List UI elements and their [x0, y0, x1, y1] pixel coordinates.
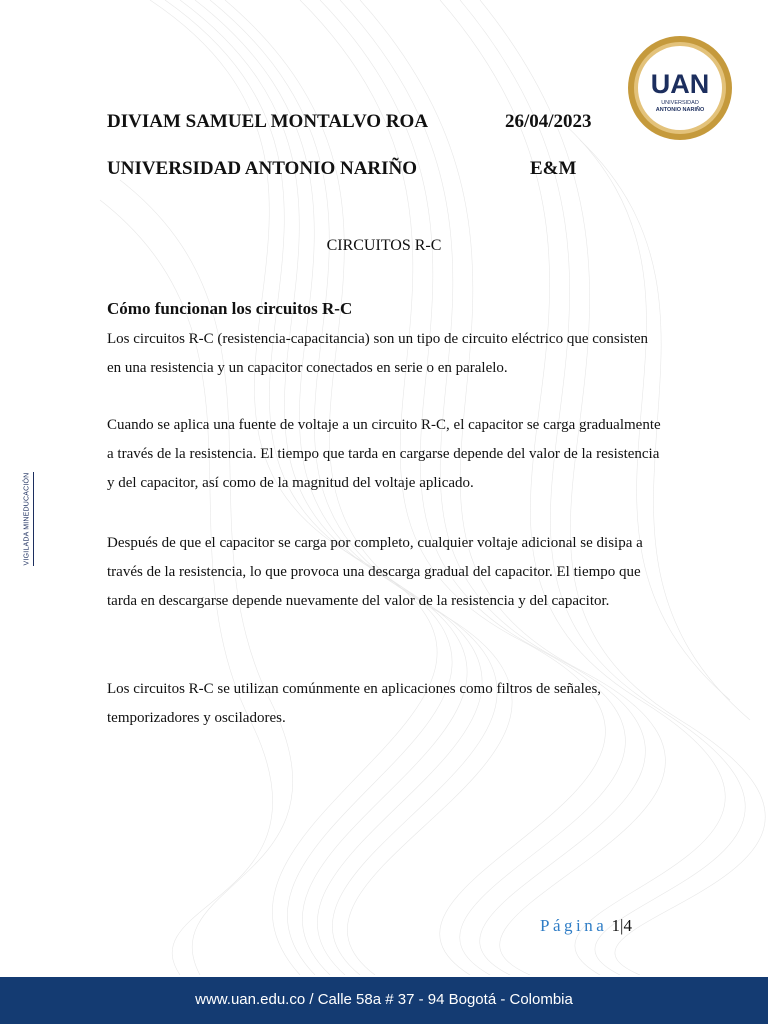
paragraph-1: Los circuitos R-C (resistencia-capacitancia) son un tipo de circuito eléctrico que consisten en una resistencia y un capacitor conectados en serie o en paralelo.	[107, 331, 649, 376]
author-name: DIVIAM SAMUEL MONTALVO ROA	[107, 111, 429, 132]
vigilada-line	[33, 472, 34, 566]
page-current: 1	[611, 916, 621, 935]
logo-subtext-2: ANTONIO NARIÑO	[655, 107, 705, 113]
document-title: CIRCUITOS R-C	[326, 237, 442, 254]
paragraph-3: Después de que el capacitor se carga por completo, cualquier voltaje adicional se disipa a través de la resistencia, lo que provoca una descarga gradual del capacitor. El tiempo que tarda en descargarse depende nuevamente del valor de la resistencia y del capacitor.	[107, 535, 643, 609]
document-date: 26/04/2023	[505, 111, 592, 132]
paragraph-4: Los circuitos R-C se utilizan comúnmente en aplicaciones como filtros de señales, temporizadores y osciladores.	[107, 681, 602, 726]
logo-text: UAN	[650, 69, 710, 99]
footer-band	[0, 977, 768, 1024]
vigilada-label	[20, 472, 34, 566]
university-logo	[625, 33, 735, 143]
vigilada-text: VIGILADA MINEDUCACIÓN	[23, 472, 31, 566]
logo-subtext-1: UNIVERSIDAD	[661, 100, 699, 106]
page-label: Página	[540, 916, 608, 935]
section-heading: Cómo funcionan los circuitos R-C	[107, 299, 353, 318]
paragraph-2: Cuando se aplica una fuente de voltaje a un circuito R-C, el capacitor se carga gradualmente a través de la resistencia. El tiempo que tarda en cargarse depende del valor de la resistencia y del capacitor, así como de la magnitud del voltaje aplicado.	[107, 417, 661, 491]
course-name: E&M	[530, 158, 577, 179]
page-separator: |	[620, 916, 624, 935]
page-number	[540, 916, 632, 936]
footer-address: www.uan.edu.co / Calle 58a # 37 - 94 Bogotá - Colombia	[195, 991, 573, 1008]
page-total: 4	[623, 916, 632, 935]
university-name: UNIVERSIDAD ANTONIO NARIÑO	[107, 158, 418, 179]
